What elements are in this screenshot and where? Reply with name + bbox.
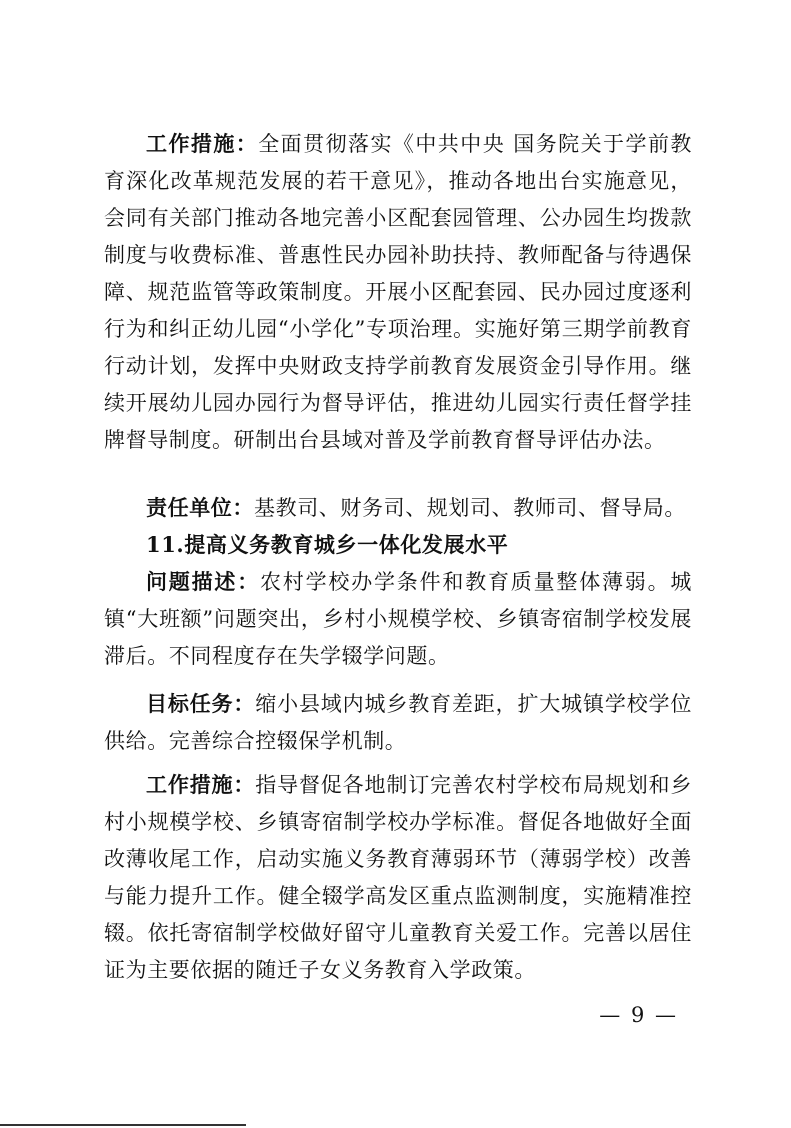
paragraph-work-measures-compulsory	[104, 766, 692, 989]
paragraph-work-measures-preschool	[104, 125, 692, 459]
lead-responsible-units: 责任单位：	[146, 495, 254, 520]
body-text: 指导督促各地制订完善农村学校布局规划和乡村小规模学校、乡镇寄宿制学校办学标准。督促各地做好全面改薄收尾工作，启动实施义务教育薄弱环节（薄弱学校）改善与能力提升工作。健全辍学高发区重点监测制度，实施精准控辍。依托寄宿制学校做好留守儿童教育关爱工作。完善以居住证为主要依据的随迁子女义务教育入学政策。	[104, 773, 692, 982]
body-text: 缩小县域内城乡教育差距，扩大城镇学校学位供给。完善综合控辍保学机制。	[104, 692, 692, 753]
body-text: 农村学校办学条件和教育质量整体薄弱。城镇“大班额”问题突出，乡村小规模学校、乡镇寄宿制学校发展滞后。不同程度存在失学辍学问题。	[104, 570, 692, 668]
paragraph-responsible-units	[104, 489, 692, 527]
lead-problem-description: 问题描述：	[146, 569, 260, 594]
paragraph-target-tasks	[104, 685, 692, 760]
lead-target-tasks: 目标任务：	[146, 691, 256, 716]
paragraph-problem-description	[104, 563, 692, 675]
body-text: 基教司、财务司、规划司、教师司、督导局。	[254, 496, 686, 520]
body-text: 全面贯彻落实《中共中央 国务院关于学前教育深化改革规范发展的若干意见》，推动各地出台实施意见，会同有关部门推动各地完善小区配套园管理、公办园生均拨款制度与收费标准、普惠性民办园补助扶持、教师配备与待遇保障、规范监管等政策制度。开展小区配套园、民办园过度逐利行为和纠正幼儿园“小学化”专项治理。实施好第三期学前教育行动计划，发挥中央财政支持学前教育发展资金引导作用。继续开展幼儿园办园行为督导评估，推进幼儿园实行责任督学挂牌督导制度。研制出台县域对普及学前教育督导评估办法。	[104, 132, 692, 452]
section-heading-11: 11.提高义务教育城乡一体化发展水平	[146, 532, 509, 557]
lead-work-measures: 工作措施：	[146, 131, 259, 156]
bottom-divider-line	[0, 1124, 246, 1126]
page-number: — 9 —	[599, 1003, 678, 1027]
lead-work-measures: 工作措施：	[146, 772, 256, 797]
